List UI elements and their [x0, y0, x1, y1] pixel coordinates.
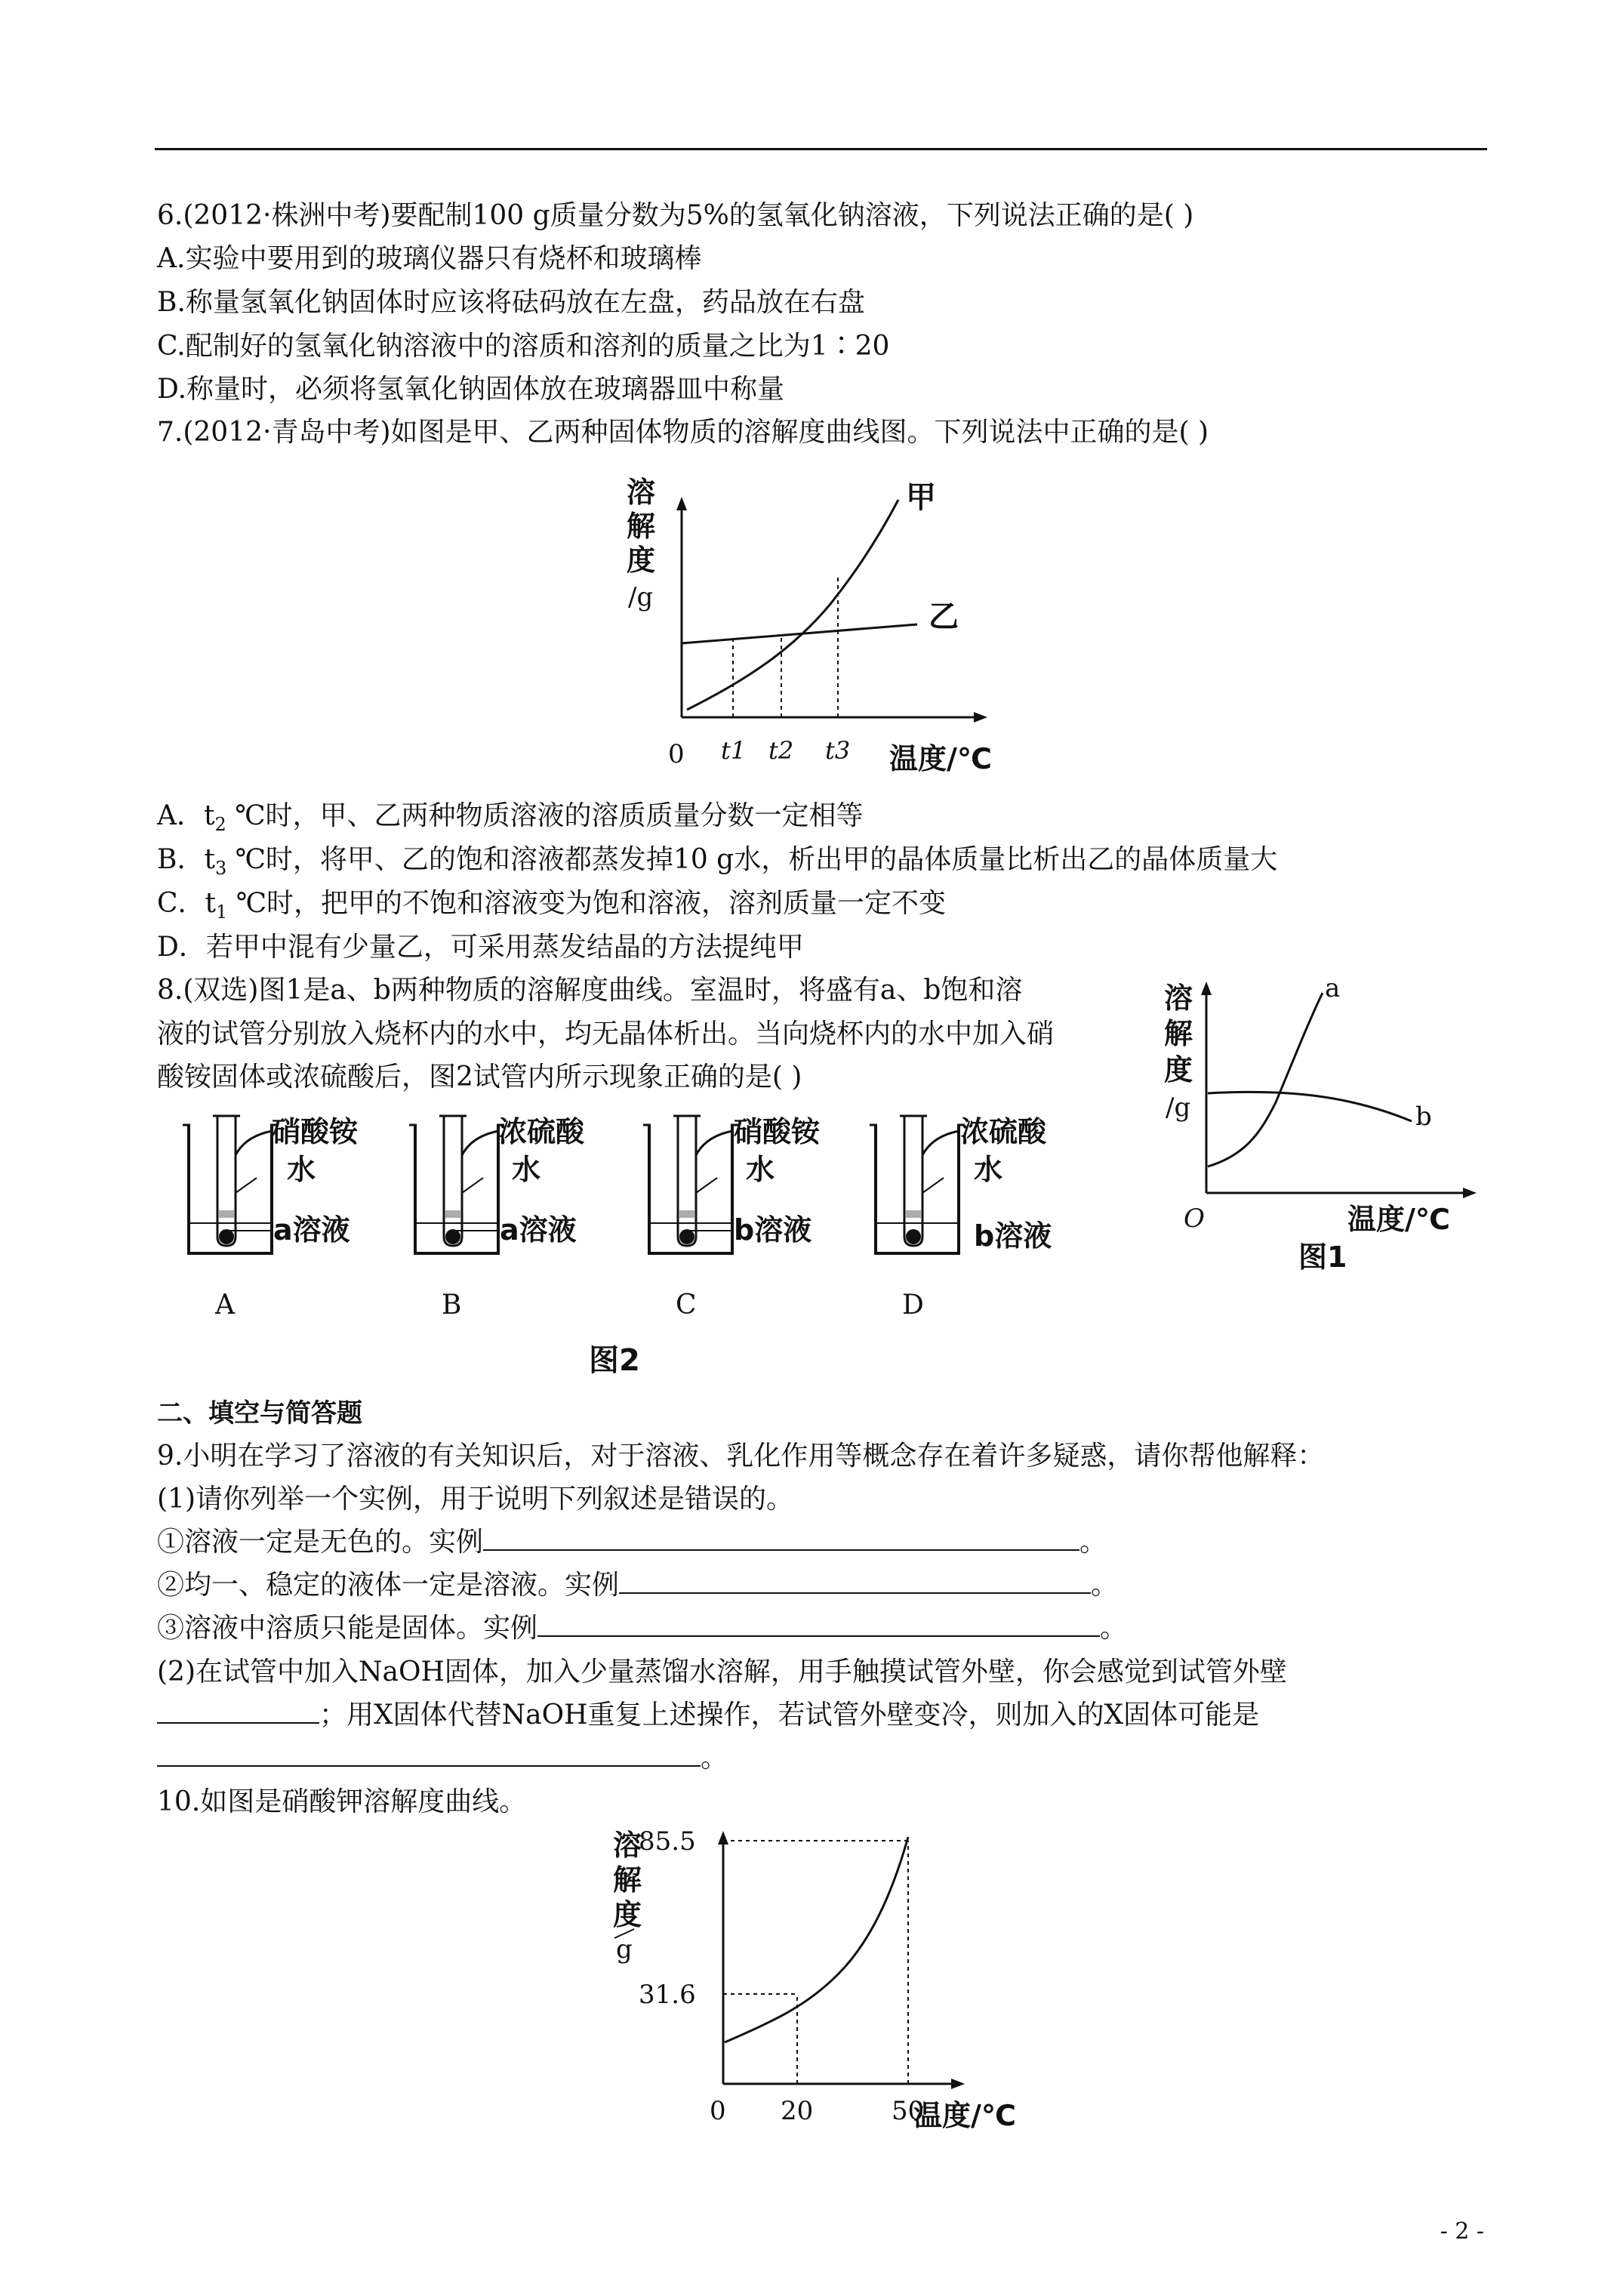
- page-number: - 2 -: [1440, 2218, 1484, 2245]
- beaker-b-reagent: 浓硫酸: [498, 1115, 585, 1148]
- q7-option-b-prefix: B．t: [157, 844, 215, 875]
- q8-line-2: 液的试管分别放入烧杯内的水中，均无晶体析出。当向烧杯内的水中加入硝: [157, 1019, 1055, 1049]
- q7-chart-ylabel-1: 溶: [627, 475, 656, 509]
- q7-option-c-prefix: C．t: [157, 888, 217, 919]
- q9-stem: 9.小明在学习了溶液的有关知识后，对于溶液、乳化作用等概念存在着许多疑惑，请你帮他解释：: [157, 1441, 1325, 1472]
- beaker-c-reagent: 硝酸铵: [734, 1115, 821, 1148]
- fig1-y-arrow: [1201, 982, 1212, 995]
- q10-chart-y-arrow: [718, 1831, 728, 1845]
- beaker-c-water: 水: [746, 1153, 775, 1186]
- q6-option-c: C.配制好的氢氧化钠溶液中的溶质和溶剂的质量之比为1∶20: [157, 331, 890, 362]
- q7-chart-ylabel-3: 度: [627, 543, 656, 577]
- beaker-d-solution: b溶液: [974, 1219, 1052, 1253]
- q7-option-d: D．若甲中混有少量乙，可采用蒸发结晶的方法提纯甲: [157, 932, 804, 963]
- header-rule: [155, 148, 1487, 150]
- q9-item-2-end: 。: [1091, 1570, 1119, 1601]
- q7-chart-ylabel-4: /g: [628, 582, 654, 612]
- q7-option-c: [157, 887, 946, 923]
- q7-tick-t2: t2: [768, 736, 794, 765]
- q7-option-c-text: ℃时，把甲的不饱和溶液变为饱和溶液，溶剂质量一定不变: [227, 888, 947, 919]
- q9-item-3-end: 。: [1100, 1613, 1128, 1644]
- beaker-d: [870, 1115, 1052, 1321]
- beaker-b-water: 水: [512, 1153, 541, 1186]
- q9-part2-end: 。: [701, 1743, 728, 1774]
- q7-series-jia-label: 甲: [906, 480, 936, 515]
- beaker-d-reagent: 浓硫酸: [960, 1115, 1047, 1148]
- fig1-series-b-label: b: [1415, 1102, 1432, 1132]
- q6-stem: 6.(2012·株洲中考)要配制100 g质量分数为5%的氢氧化钠溶液，下列说法正确的是( ): [157, 200, 1194, 231]
- q9-part2-line2-text: ；用X固体代替NaOH重复上述操作，若试管外壁变冷，则加入的X固体可能是: [319, 1700, 1260, 1730]
- q9-item-3-text: ③溶液中溶质只能是固体。实例: [157, 1613, 538, 1644]
- beaker-b: [409, 1115, 585, 1321]
- q10-chart-ylabel-3: 度: [613, 1897, 642, 1931]
- fig1-ylabel-1: 溶: [1164, 981, 1193, 1015]
- fig1-caption: 图1: [1298, 1240, 1347, 1274]
- q6-option-b: B.称量氢氧化钠固体时应该将砝码放在左盘，药品放在右盘: [157, 287, 865, 318]
- q6-option-a: A.实验中要用到的玻璃仪器只有烧杯和玻璃棒: [157, 243, 702, 274]
- q7-option-b-text: ℃时，将甲、乙的饱和溶液都蒸发掉10 g水，析出甲的晶体质量比析出乙的晶体质量大: [226, 844, 1278, 875]
- q7-option-a-text: ℃时，甲、乙两种物质溶液的溶质质量分数一定相等: [226, 800, 864, 831]
- q7-option-a-sub: 2: [214, 814, 226, 835]
- q9-item-3: [157, 1612, 1127, 1645]
- q9-part1: (1)请你列举一个实例，用于说明下列叙述是错误的。: [157, 1484, 793, 1515]
- q7-curve-yi: [682, 624, 917, 643]
- fig1-series-a-label: a: [1325, 974, 1341, 1003]
- beaker-d-letter: D: [902, 1290, 924, 1321]
- q10-chart-ylabel-4: g: [616, 1934, 633, 1965]
- q7-chart-x-arrow: [974, 712, 987, 723]
- fig2-caption: 图2: [589, 1343, 640, 1378]
- q9-item-2-answer-blank[interactable]: [619, 1570, 1091, 1594]
- beaker-c-letter: C: [676, 1290, 697, 1321]
- q8-line-1: 8.(双选)图1是a、b两种物质的溶解度曲线。室温时，将盛有a、b饱和溶: [157, 975, 1023, 1006]
- q7-tick-t1: t1: [721, 736, 747, 765]
- q10-chart-ylabel-1: 溶: [613, 1828, 642, 1862]
- q9-part2-answer-blank-1[interactable]: [157, 1700, 319, 1724]
- beaker-a-letter: A: [215, 1290, 235, 1321]
- q10-chart-origin: 0: [710, 2096, 726, 2126]
- q7-option-b: [157, 843, 1277, 879]
- beaker-a-reagent: 硝酸铵: [272, 1115, 359, 1148]
- q7-option-a-prefix: A．t: [157, 800, 215, 831]
- q7-option-a: [157, 800, 863, 835]
- q7-option-c-sub: 1: [216, 901, 228, 923]
- q8-line-3: 酸铵固体或浓硫酸后，图2试管内所示现象正确的是( ): [157, 1062, 802, 1093]
- q10-xtick-label-0: 20: [781, 2096, 814, 2126]
- q7-curve-jia: [687, 500, 898, 710]
- q8-figure2: [166, 1110, 1147, 1389]
- q9-item-1: [157, 1526, 1107, 1559]
- beaker-d-water: 水: [974, 1153, 1003, 1186]
- fig1-ylabel-4: /g: [1166, 1093, 1191, 1123]
- fig1-curve-b: [1208, 1092, 1412, 1121]
- beaker-c-solution: b溶液: [734, 1213, 812, 1247]
- beaker-c: [643, 1115, 821, 1321]
- q9-item-3-answer-blank[interactable]: [537, 1613, 1100, 1637]
- q10-chart-ylabel-2: 解: [613, 1863, 642, 1897]
- q9-part2-line3: [157, 1742, 728, 1775]
- beaker-b-letter: B: [442, 1290, 462, 1321]
- q9-item-2: [157, 1569, 1118, 1602]
- q10-xtick-label-1: 50: [892, 2096, 925, 2126]
- q9-item-1-end: 。: [1079, 1527, 1107, 1558]
- q8-figure1-chart: [1155, 974, 1487, 1284]
- q10-chart-marks: [639, 1826, 924, 2126]
- beaker-a-solution: a溶液: [273, 1213, 350, 1247]
- q7-stem: 7.(2012·青岛中考)如图是甲、乙两种固体物质的溶解度曲线图。下列说法中正确的是( ): [157, 417, 1209, 448]
- q7-tick-t3: t3: [825, 736, 851, 765]
- q10-curve: [725, 1837, 908, 2042]
- fig1-ylabel-2: 解: [1164, 1016, 1193, 1050]
- beaker-b-solution: a溶液: [500, 1213, 577, 1247]
- q7-series-yi-label: 乙: [929, 599, 959, 634]
- fig1-curve-a: [1208, 993, 1323, 1166]
- fig1-ylabel-3: 度: [1164, 1052, 1193, 1086]
- q9-part2-line2: [157, 1699, 1259, 1732]
- q10-stem: 10.如图是硝酸钾溶解度曲线。: [157, 1786, 527, 1817]
- fig1-xlabel: 温度/℃: [1347, 1203, 1450, 1236]
- q9-part2: (2)在试管中加入NaOH固体，加入少量蒸馏水溶解，用手触摸试管外壁，你会感觉到试管外壁: [157, 1657, 1287, 1687]
- beaker-a-water: 水: [287, 1153, 316, 1186]
- q10-ytick-label-1: 85.5: [639, 1826, 696, 1857]
- q9-item-1-answer-blank[interactable]: [483, 1527, 1079, 1551]
- q7-chart-y-arrow: [676, 497, 687, 510]
- q10-chart-xlabel: 温度/℃: [913, 2099, 1016, 2132]
- q10-solubility-chart: [604, 1823, 1027, 2133]
- section-2-heading: 二、填空与简答题: [157, 1398, 362, 1428]
- fig1-origin: O: [1184, 1203, 1205, 1234]
- q9-item-1-text: ①溶液一定是无色的。实例: [157, 1527, 484, 1558]
- beaker-a: [183, 1115, 359, 1321]
- q9-item-2-text: ②均一、稳定的液体一定是溶液。实例: [157, 1570, 620, 1601]
- q7-option-b-sub: 3: [214, 858, 227, 879]
- q10-ytick-label-0: 31.6: [639, 1979, 696, 2010]
- q9-part2-answer-blank-2[interactable]: [157, 1743, 701, 1767]
- q7-chart-origin: 0: [668, 739, 685, 769]
- fig1-x-arrow: [1463, 1188, 1477, 1198]
- q10-chart-x-arrow: [951, 2079, 965, 2089]
- q7-solubility-chart: [574, 468, 1027, 793]
- q7-chart-xlabel: 温度/℃: [889, 742, 992, 775]
- q7-chart-ylabel-2: 解: [627, 509, 656, 543]
- q6-option-d: D.称量时，必须将氢氧化钠固体放在玻璃器皿中称量: [157, 374, 785, 405]
